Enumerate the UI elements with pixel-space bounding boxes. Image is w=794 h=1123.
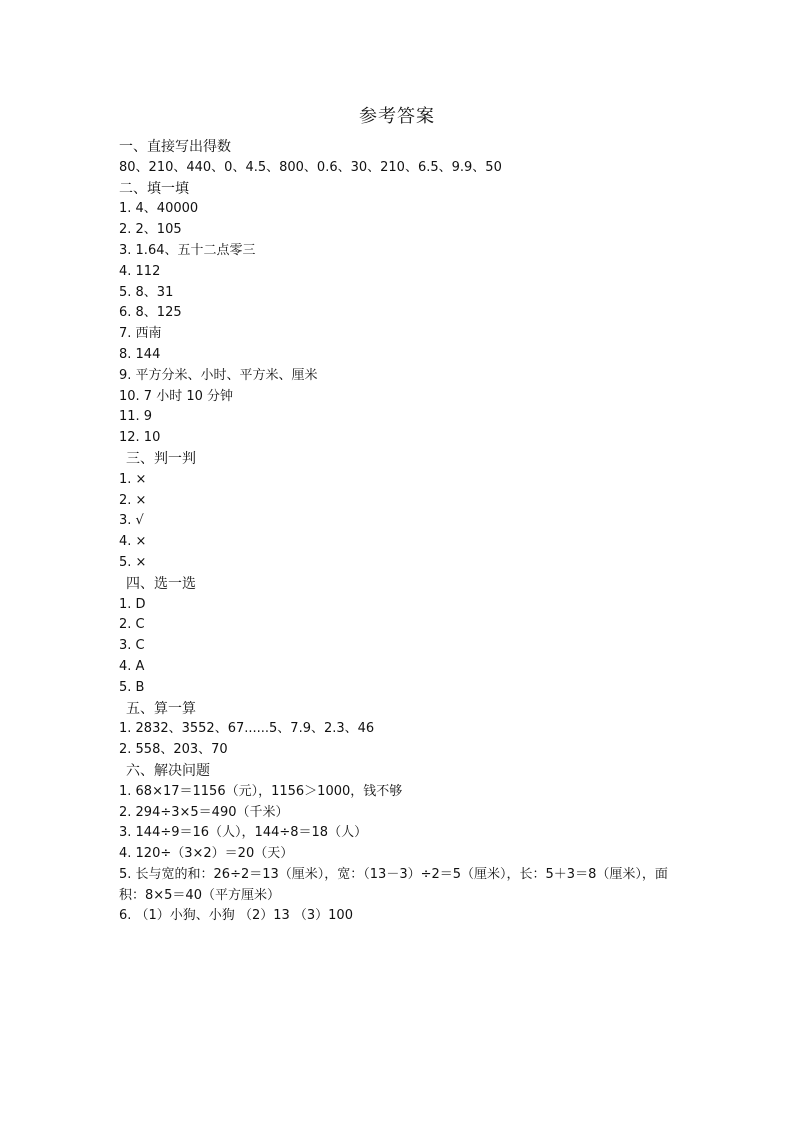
answer-line: 3. C bbox=[119, 638, 145, 654]
answer-line: 4. 112 bbox=[119, 263, 161, 279]
answer-line: 2. 558、203、70 bbox=[119, 742, 228, 758]
section-heading: 五、算一算 bbox=[126, 700, 196, 717]
answer-line: 1. 4、40000 bbox=[119, 201, 199, 217]
answer-line: 12. 10 bbox=[119, 430, 161, 446]
answer-line: 5. 长与宽的和：26÷2＝13（厘米），宽：（13－3）÷2＝5（厘米），长：5＋3＝8（厘米），面 bbox=[119, 866, 668, 882]
answer-line: 3. √ bbox=[119, 513, 144, 529]
answer-line: 4. A bbox=[119, 658, 145, 674]
section-heading: 六、解决问题 bbox=[126, 762, 210, 779]
answer-line: 2. C bbox=[119, 617, 145, 633]
answer-line: 5. B bbox=[119, 679, 145, 695]
answer-line: 3. 144÷9＝16（人），144÷8＝18（人） bbox=[119, 825, 368, 841]
answer-line: 5. × bbox=[119, 554, 147, 570]
answer-line: 1. D bbox=[119, 596, 146, 612]
page-title: 参考答案 bbox=[359, 106, 435, 127]
answer-line: 10. 7 小时 10 分钟 bbox=[119, 388, 234, 404]
answer-line: 9. 平方分米、小时、平方米、厘米 bbox=[119, 367, 318, 383]
answer-line: 6. 8、125 bbox=[119, 305, 182, 321]
answer-line: 4. 120÷（3×2）＝20（天） bbox=[119, 846, 294, 862]
section-heading: 四、选一选 bbox=[126, 575, 196, 592]
section-heading: 二、填一填 bbox=[119, 180, 189, 197]
answer-line: 11. 9 bbox=[119, 409, 153, 425]
section-heading: 三、判一判 bbox=[126, 450, 196, 467]
answer-line: 5. 8、31 bbox=[119, 284, 174, 300]
answer-line: 2. 294÷3×5＝490（千米） bbox=[119, 804, 289, 820]
answer-line: 3. 1.64、五十二点零三 bbox=[119, 242, 256, 258]
answer-line: 1. 2832、3552、67......5、7.9、2.3、46 bbox=[119, 721, 375, 737]
answer-line: 80、210、440、0、4.5、800、0.6、30、210、6.5、9.9、50 bbox=[119, 159, 502, 175]
answer-line: 1. 68×17＝1156（元），1156＞1000，钱不够 bbox=[119, 783, 403, 799]
answer-line: 积：8×5＝40（平方厘米） bbox=[119, 887, 280, 903]
answer-line: 7. 西南 bbox=[119, 326, 162, 342]
answer-line: 8. 144 bbox=[119, 346, 161, 362]
answer-line: 4. × bbox=[119, 534, 147, 550]
answer-line: 1. × bbox=[119, 471, 147, 487]
answer-list bbox=[119, 137, 689, 927]
answer-line: 6. （1）小狗、小狗 （2）13 （3）100 bbox=[119, 908, 353, 924]
answer-line: 2. 2、105 bbox=[119, 222, 182, 238]
answer-line: 2. × bbox=[119, 492, 147, 508]
section-heading: 一、直接写出得数 bbox=[119, 139, 231, 155]
